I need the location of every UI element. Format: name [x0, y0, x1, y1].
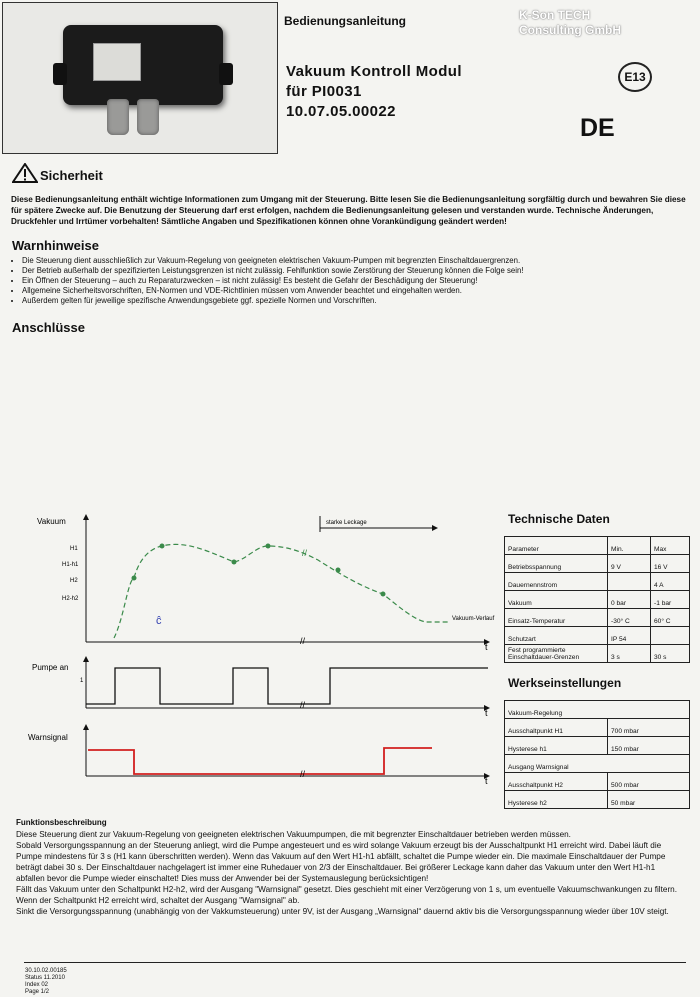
device-label	[93, 43, 141, 81]
list-item: • Die Steuerung dient ausschließlich zur Vakuum-Regelung von geeigneten elektrischen Vakuum-Pumpen mit begrenzten Einschaltdauergrenzen.	[22, 256, 690, 266]
leak-label: starke Leckage	[326, 520, 367, 526]
break-symbol: //	[302, 548, 308, 558]
curve-point	[160, 544, 165, 549]
connections-heading: Anschlüsse	[12, 320, 85, 335]
device-image	[63, 25, 223, 105]
level-label-h2-h2: H2-h2	[62, 596, 79, 602]
curve-point	[381, 592, 386, 597]
warnings-list	[10, 256, 690, 306]
list-item: • Ein Öffnen der Steuerung – auch zu Reparaturzwecken – ist nicht zulässig! Es besteht die Gefahr der Beschädigung der Steuerung!	[22, 276, 690, 286]
arrow-up-icon	[83, 724, 89, 730]
footer-divider	[24, 962, 686, 963]
function-heading: Funktionsbeschreibung	[16, 818, 107, 827]
warn-signal	[88, 748, 432, 774]
table-row: Fest programmierte Einschaltdauer-Grenzen 3 s 30 s	[505, 645, 689, 663]
list-item: • Allgemeine Sicherheitsvorschriften, EN-Normen und VDE-Richtlinien müssen vom Anwender beachtet und eingehalten werden.	[22, 286, 690, 296]
function-description	[16, 818, 686, 917]
pump-signal	[86, 668, 488, 704]
language-code: DE	[580, 114, 615, 142]
curve-point	[132, 576, 137, 581]
t-label: t	[485, 776, 488, 786]
table-row: Vakuum-Regelung	[505, 701, 689, 719]
tech-data-heading: Technische Daten	[508, 512, 610, 526]
level-label-h1-h1: H1-h1	[62, 562, 79, 568]
curve-point	[232, 560, 237, 565]
curve-label: Vakuum-Verlauf	[452, 616, 495, 622]
factory-settings-heading: Werkseinstellungen	[508, 676, 622, 690]
arrow-up-icon	[83, 514, 89, 520]
timing-diagram	[0, 508, 500, 808]
table-row: Betriebsspannung 9 V 16 V	[505, 555, 689, 573]
table-row: Ausschaltpunkt H2 500 mbar	[505, 773, 689, 791]
manual-label: Bedienungsanleitung	[284, 14, 407, 28]
table-header-row: Parameter Min. Max	[505, 537, 689, 555]
curve-point	[336, 568, 341, 573]
break-symbol: //	[300, 636, 306, 646]
cable-gland	[137, 99, 159, 135]
table-row: Dauernennstrom 4 A	[505, 573, 689, 591]
warn-axis-label: Warnsignal	[28, 733, 68, 742]
pump-state-label: 1	[80, 678, 84, 684]
table-row: Ausschaltpunkt H1 700 mbar	[505, 719, 689, 737]
arrow-right-icon	[432, 525, 438, 531]
safety-text: Diese Bedienungsanleitung enthält wichtige Informationen zum Umgang mit der Steuerung. Bitte lesen Sie die Bedienungsanleitung sorgfältig durch und bewahren Sie diese für spätere Zwecke auf. Die Benutzung der Steuerung darf erst erfolgen, nachdem die Bedienungsanleitung gelesen und verstanden wurde. Technische Änderungen, Druckfehler und Irrtümer vorbehalten! Sämtliche Angaben und Spezifikationen können ohne Vorankündigung geändert werden!	[11, 195, 686, 226]
table-row: Hysterese h1 150 mbar	[505, 737, 689, 755]
warning-triangle-icon	[12, 163, 38, 183]
table-row: Ausgang Warnsignal	[505, 755, 689, 773]
product-photo	[2, 2, 278, 154]
mount-ear-right	[219, 63, 233, 85]
break-symbol: //	[300, 769, 306, 779]
document-title: Vakuum Kontroll Modul für PI0031 10.07.05.00022	[286, 63, 462, 120]
table-row: Schutzart IP 54	[505, 627, 689, 645]
function-paragraph: Diese Steuerung dient zur Vakuum-Regelung von geeigneten elektrischen Vakuumpumpen, die mit begrenzter Einschaltdauer betrieben werden müssen.	[16, 830, 571, 839]
factory-settings-table	[504, 700, 690, 809]
list-item: • Außerdem gelten für jeweilige spezifische Anwendungsgebiete ggf. spezielle Normen und Vorschriften.	[22, 296, 690, 306]
handwritten-mark: ĉ	[156, 615, 162, 627]
list-item: • Der Betrieb außerhalb der spezifizierten Leistungsgrenzen ist nicht zulässig. Fehlfunktion sowie Zerstörung der Steuerung können die Folge sein!	[22, 266, 690, 276]
arrow-up-icon	[83, 656, 89, 662]
level-label-h1: H1	[70, 546, 78, 552]
table-row: Hysterese h2 50 mbar	[505, 791, 689, 809]
warnings-heading: Warnhinweise	[12, 238, 99, 253]
mount-ear-left	[53, 63, 67, 85]
table-row: Einsatz-Temperatur -30° C 60° C	[505, 609, 689, 627]
vakuum-axis-label: Vakuum	[37, 517, 66, 526]
function-paragraph: Sobald Versorgungsspannung an der Steuerung anliegt, wird die Pumpe angesteuert und es wird solange Vakuum erzeugt bis der Ausschaltpunkt H1 erreicht wird. Dabei läuft die Pumpe mindestens für 3 s (H1 kann überschritten werden). Wenn das Vakuum auf den Wert H1-h1 abfällt, schaltet die Pumpe wieder ein. Die maximale Einschaltdauer der Pumpe beträgt dabei 30 s. Der Einschaltdauer nachgelagert ist immer eine Ruhedauer von 2/3 der Einschaltdauer. Bei größerer Leckage kann daher das Vakuum unter den Wert H1-h1 abfallen bevor die Pumpe wieder einschaltet! Dies muss der Anwender bei der Systemauslegung berücksichtigen!	[16, 841, 666, 883]
pump-axis-label: Pumpe an	[32, 663, 69, 672]
company-logo: K-Son TECH Consulting GmbH	[519, 8, 621, 37]
t-label: t	[485, 642, 488, 652]
footer-meta: 30.10.02.00185 Status 11.2010 Index 02 Page 1/2	[25, 968, 67, 995]
function-paragraph: Fällt das Vakuum unter den Schaltpunkt H2-h2, wird der Ausgang "Warnsignal" gesetzt. Dies geschieht mit einer Verzögerung von 1 s, um eventuelle Vakuumschwankungen zu filtern. Wenn der Schaltpunkt H2 erreicht wird, schaltet der Ausgang "Warnsignal" ab.	[16, 885, 678, 905]
tech-data-table	[504, 536, 690, 663]
level-label-h2: H2	[70, 578, 78, 584]
vacuum-curve	[114, 544, 450, 638]
function-paragraph: Sinkt die Versorgungsspannung (unabhängig von der Vakkumsteuerung) unter 9V, ist der Ausgang „Warnsignal“ dauernd aktiv bis die Versorgungsspannung wieder über 10V steigt.	[16, 907, 669, 916]
break-symbol: //	[300, 700, 306, 710]
curve-point	[266, 544, 271, 549]
cable-gland	[107, 99, 129, 135]
table-row: Vakuum 0 bar -1 bar	[505, 591, 689, 609]
t-label: t	[485, 708, 488, 718]
safety-heading: Sicherheit	[12, 163, 103, 183]
e-mark-badge: E13	[618, 62, 652, 92]
